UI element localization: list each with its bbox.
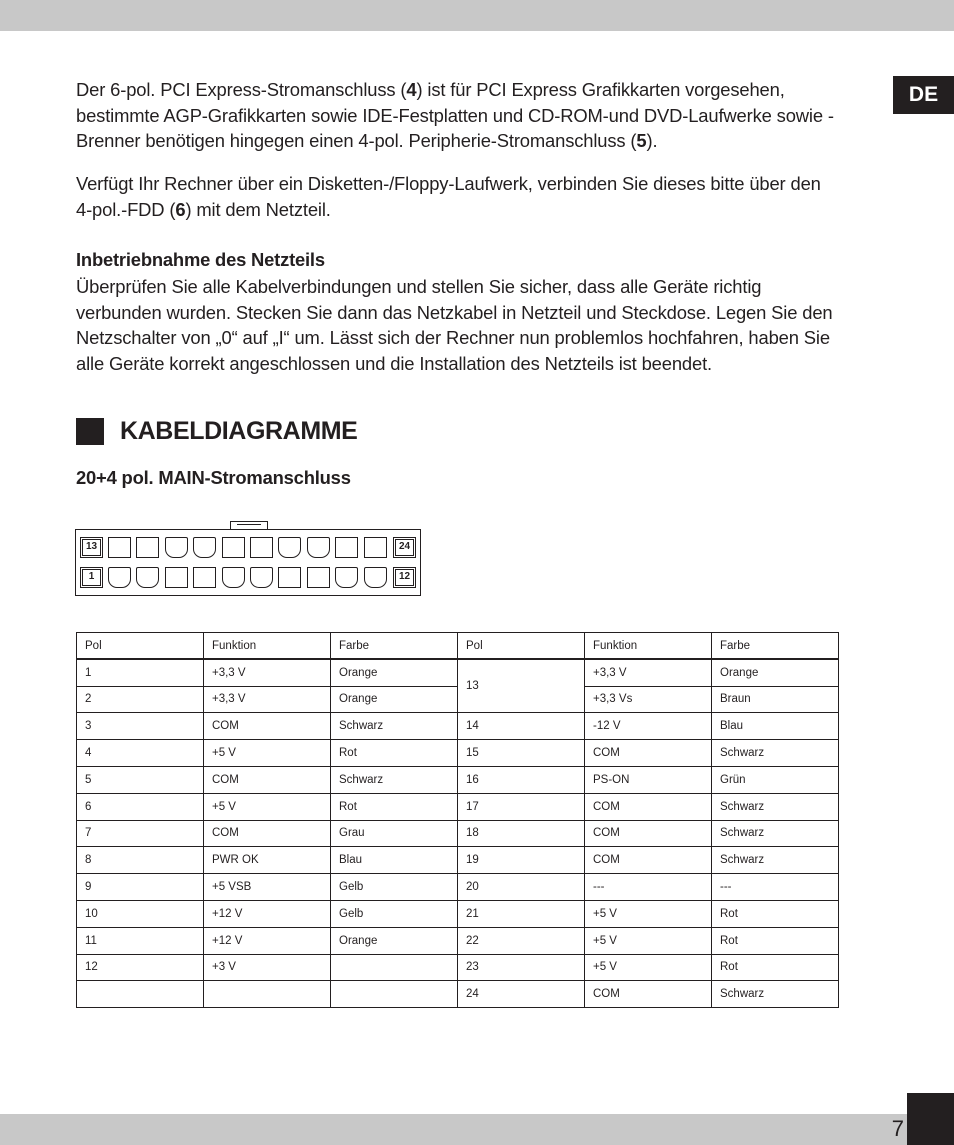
connector-pin [165,537,188,558]
bottom-bar [0,1114,954,1145]
table-cell: 9 [77,874,204,901]
table-cell: PS-ON [585,766,712,793]
table-cell: Braun [712,686,839,713]
table-cell: 5 [77,766,204,793]
table-cell: Orange [331,686,458,713]
table-cell: +3,3 V [204,686,331,713]
connector-pin [335,537,358,558]
table-cell: 22 [458,927,585,954]
table-cell: COM [585,793,712,820]
table-cell: 7 [77,820,204,847]
connector-pin [136,567,159,588]
page-number: 7 [891,1116,904,1141]
table-row [77,659,839,686]
connector-pin [222,537,245,558]
connector-pin [193,537,216,558]
connector-pin [278,567,301,588]
table-cell: Orange [712,659,839,686]
connector-pin [108,567,131,588]
table-cell: 24 [458,981,585,1008]
connector-pin [193,567,216,588]
table-row [77,847,839,874]
section-marker [76,418,104,445]
table-cell: +12 V [204,900,331,927]
table-row [77,820,839,847]
table-cell: COM [204,820,331,847]
pin-label-13: 13 [80,537,103,558]
subheading-inbetriebnahme: Inbetriebnahme des Netzteils [76,249,325,270]
table-cell: Schwarz [331,713,458,740]
pin-table [76,632,839,1008]
table-cell: +5 V [585,954,712,981]
table-cell: +12 V [204,927,331,954]
connector-pin [307,537,330,558]
table-cell: 3 [77,713,204,740]
table-cell: COM [204,766,331,793]
table-cell: Orange [331,659,458,686]
table-cell: 12 [77,954,204,981]
table-cell: Schwarz [712,820,839,847]
paragraph-floppy: Verfügt Ihr Rechner über ein Disketten-/Floppy-Laufwerk, verbinden Sie dieses bitte über den 4-pol.-FDD (6) mit dem Netzteil. [76,173,821,220]
table-cell: COM [585,740,712,767]
table-cell: -12 V [585,713,712,740]
table-cell [77,981,204,1008]
table-cell: Rot [331,793,458,820]
table-row [77,927,839,954]
table-cell: Blau [331,847,458,874]
table-cell [331,954,458,981]
pin-label-1: 1 [80,567,103,588]
table-cell: Rot [712,954,839,981]
connector-pin [108,537,131,558]
table-header-cell: Farbe [331,633,458,660]
table-cell: COM [585,981,712,1008]
table-cell: 6 [77,793,204,820]
connector-pin [335,567,358,588]
connector-pin [222,567,245,588]
table-cell: 23 [458,954,585,981]
connector-pin [136,537,159,558]
table-cell: 17 [458,793,585,820]
connector-pin [250,537,273,558]
table-cell [204,981,331,1008]
table-row [77,740,839,767]
table-cell: +3 V [204,954,331,981]
paragraph-pci-express: Der 6-pol. PCI Express-Stromanschluss (4) ist für PCI Express Grafikkarten vorgesehen, bestimmte AGP-Grafikkarten sowie IDE-Festplatten und CD-ROM-und DVD-Laufwerke sowie -Brenner benötigen hingegen einen 4-pol. Peripherie-Stromanschluss (5). [76,79,834,151]
language-tab: DE [893,76,954,114]
table-cell: 20 [458,874,585,901]
table-cell: Schwarz [712,793,839,820]
pin-label-12: 12 [393,567,416,588]
table-cell: COM [585,820,712,847]
table-header-row [77,633,839,660]
pin-label-24: 24 [393,537,416,558]
table-cell: --- [585,874,712,901]
paragraph-inbetriebnahme: Überprüfen Sie alle Kabelverbindungen und stellen Sie sicher, dass alle Geräte richtig verbunden wurden. Stecken Sie dann das Netzkabel in Netzteil und Steckdose. Legen Sie den Netzschalter von „0“ auf „I“ um. Lässt sich der Rechner nun problemlos hochfahren, haben Sie alle Geräte korrekt angeschlossen und die Installation des Netzteils ist beendet. [76,276,833,374]
table-cell: +5 VSB [204,874,331,901]
table-cell: Grau [331,820,458,847]
table-cell: 11 [77,927,204,954]
table-cell: 15 [458,740,585,767]
table-row [77,874,839,901]
table-row [77,981,839,1008]
table-cell: Schwarz [712,847,839,874]
table-header-cell: Pol [458,633,585,660]
table-cell: +5 V [585,900,712,927]
table-cell: PWR OK [204,847,331,874]
table-cell: 18 [458,820,585,847]
connector-pin [278,537,301,558]
table-cell: Grün [712,766,839,793]
table-cell [331,981,458,1008]
connector-pin [250,567,273,588]
table-header-cell: Funktion [204,633,331,660]
table-cell: 16 [458,766,585,793]
table-cell: +3,3 Vs [585,686,712,713]
table-cell: Schwarz [712,740,839,767]
table-cell: 4 [77,740,204,767]
table-cell: Gelb [331,874,458,901]
table-cell: Rot [712,900,839,927]
table-cell: COM [585,847,712,874]
table-cell: 13 [458,659,585,713]
table-header-cell: Pol [77,633,204,660]
top-bar [0,0,954,31]
table-row [77,766,839,793]
table-row [77,793,839,820]
table-cell: Schwarz [712,981,839,1008]
table-cell: 21 [458,900,585,927]
table-cell: +5 V [204,793,331,820]
table-cell: COM [204,713,331,740]
table-row [77,713,839,740]
table-cell: --- [712,874,839,901]
table-header-cell: Funktion [585,633,712,660]
table-cell: 1 [77,659,204,686]
table-cell: +3,3 V [204,659,331,686]
table-cell: +5 V [204,740,331,767]
table-cell: +5 V [585,927,712,954]
connector-pin [364,537,387,558]
page-number-box [907,1093,954,1145]
connector-title: 20+4 pol. MAIN-Stromanschluss [76,467,351,488]
table-row [77,954,839,981]
connector-pin [364,567,387,588]
table-cell: +3,3 V [585,659,712,686]
table-cell: Gelb [331,900,458,927]
section-title: KABELDIAGRAMME [120,417,358,445]
table-cell: Schwarz [331,766,458,793]
table-header-cell: Farbe [712,633,839,660]
connector-pin [307,567,330,588]
table-cell: Orange [331,927,458,954]
table-cell: 10 [77,900,204,927]
connector-pin [165,567,188,588]
table-cell: Blau [712,713,839,740]
table-cell: 2 [77,686,204,713]
table-cell: 14 [458,713,585,740]
table-cell: Rot [712,927,839,954]
table-row [77,900,839,927]
table-cell: 8 [77,847,204,874]
table-cell: Rot [331,740,458,767]
table-cell: 19 [458,847,585,874]
